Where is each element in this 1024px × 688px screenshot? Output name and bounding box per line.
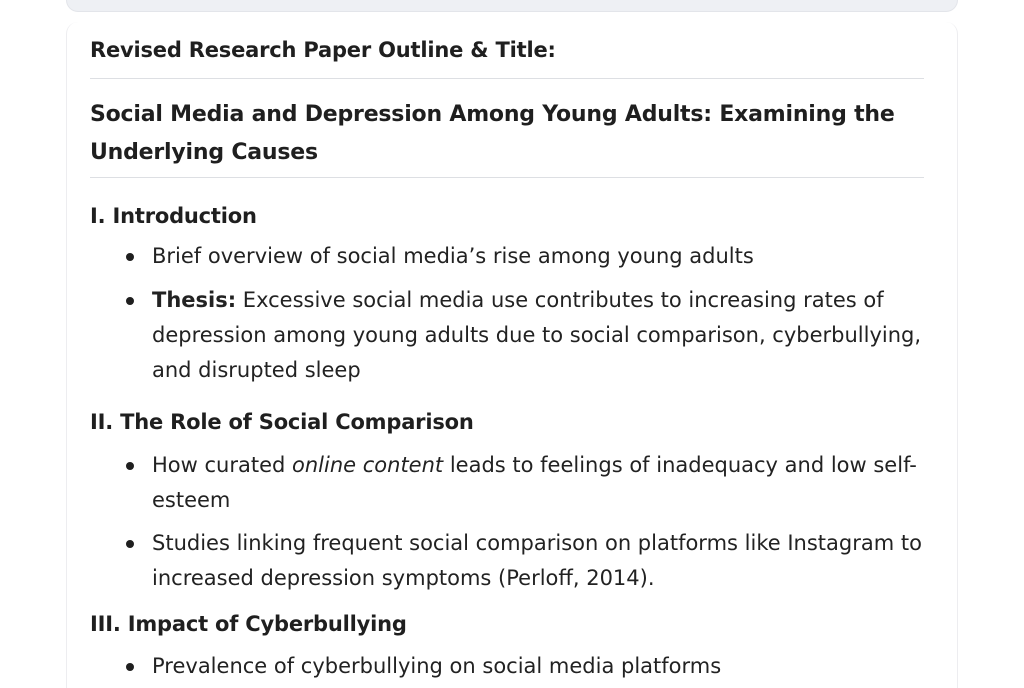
list-item-text: leads to feelings of inadequacy and low self-esteem bbox=[152, 453, 917, 512]
divider bbox=[90, 177, 924, 178]
list-item bbox=[152, 283, 937, 388]
list-item-text: Prevalence of cyberbullying on social media platforms bbox=[152, 654, 722, 678]
bullet-icon bbox=[126, 462, 134, 470]
emphasis-text: online content bbox=[292, 453, 444, 477]
section-heading-introduction: I. Introduction bbox=[90, 204, 257, 228]
section-heading-social-comparison: II. The Role of Social Comparison bbox=[90, 410, 474, 434]
list-item-text: Studies linking frequent social comparison on platforms like Instagram to increased depression symptoms (Perloff, 2014). bbox=[152, 531, 922, 590]
outline-heading: Revised Research Paper Outline & Title: bbox=[90, 38, 556, 62]
divider bbox=[90, 78, 924, 79]
bullet-icon bbox=[126, 297, 134, 305]
bullet-icon bbox=[126, 253, 134, 261]
list-item bbox=[152, 526, 922, 596]
bullet-icon bbox=[126, 663, 134, 671]
list-item-text: How curated bbox=[152, 453, 293, 477]
list-item-text: Excessive social media use contributes to increasing rates of depression among young adults due to social comparison, cyberbullying, and disrupted sleep bbox=[152, 288, 922, 382]
list-item bbox=[152, 649, 942, 684]
section-heading-cyberbullying: III. Impact of Cyberbullying bbox=[90, 612, 407, 636]
list-item bbox=[152, 239, 942, 274]
thesis-label: Thesis: bbox=[152, 288, 237, 312]
list-item bbox=[152, 448, 922, 518]
paper-title: Social Media and Depression Among Young Adults: Examining the Underlying Causes bbox=[90, 102, 895, 165]
list-item-text: Brief overview of social media’s rise among young adults bbox=[152, 244, 754, 268]
previous-message-card bbox=[66, 0, 958, 12]
bullet-icon bbox=[126, 540, 134, 548]
